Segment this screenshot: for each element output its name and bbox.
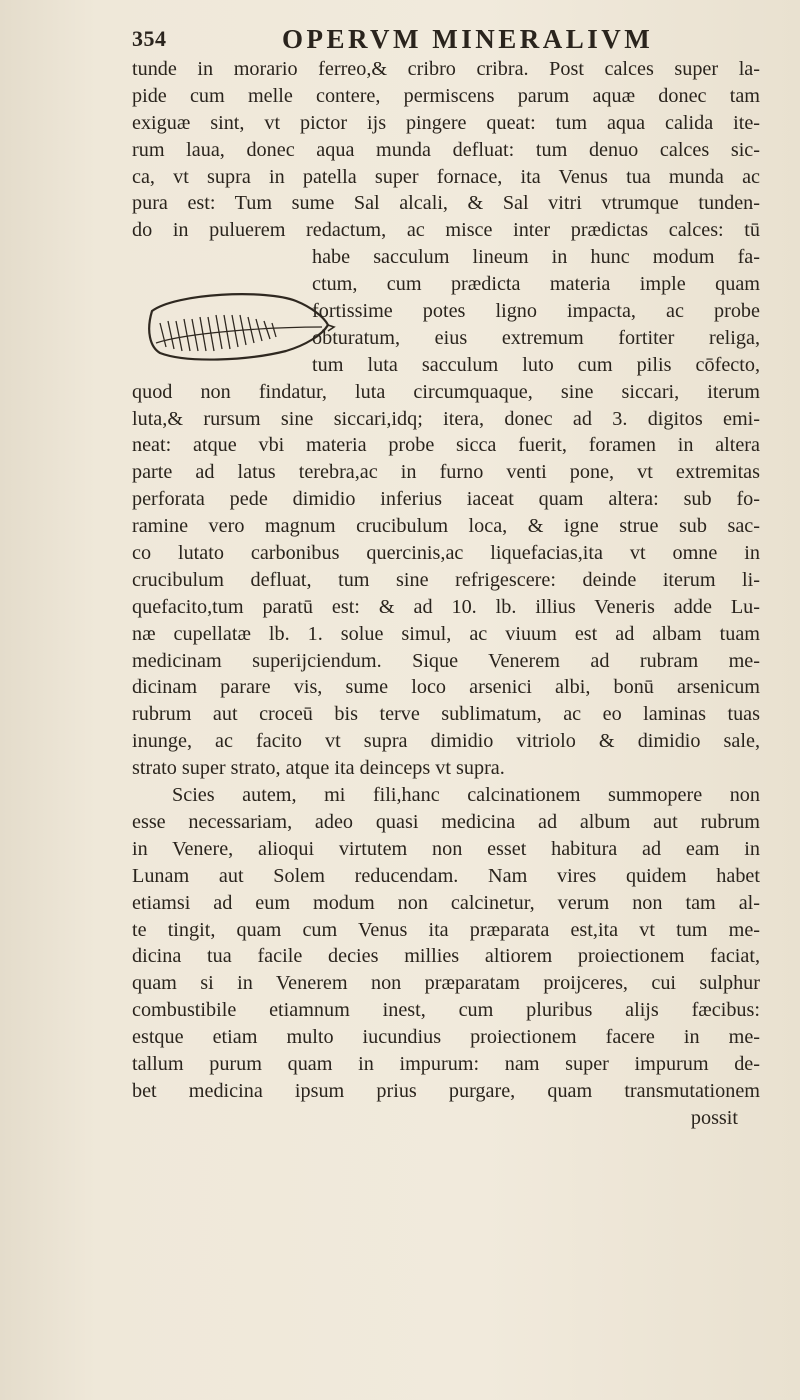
text-line: tum luta sacculum luto cum pilis cōfecto, (312, 353, 760, 376)
text-line: ramine vero magnum crucibulum loca, & igne strue sub sac- (132, 515, 760, 538)
text-line: dicina tua facile decies millies altiorem proiectionem faciat, (132, 945, 760, 968)
text-line: combustibile etiamnum inest, cum pluribus alijs fæcibus: (132, 999, 760, 1022)
text-line: strato super strato, atque ita deinceps vt supra. (132, 757, 505, 780)
text-line: fortissime potes ligno impacta, ac probe (312, 300, 760, 323)
main-text-block (132, 56, 760, 1132)
text-line: crucibulum defluat, tum sine refrigescere: deinde iterum li- (132, 568, 760, 591)
text-line: in Venere, alioqui virtutem non esset habitura ad eam in (132, 837, 760, 860)
text-line: neat: atque vbi materia probe sicca fuerit, foramen in altera (132, 434, 760, 457)
text-line: bet medicina ipsum prius purgare, quam transmutationem (132, 1079, 760, 1102)
text-line: quefacito,tum paratū est: & ad 10. lb. illius Veneris adde Lu- (132, 595, 760, 618)
text-line: luta,& rursum sine siccari,idq; itera, donec ad 3. digitos emi- (132, 407, 760, 430)
text-line: rum laua, donec aqua munda defluat: tum denuo calces sic- (132, 138, 760, 161)
text-line: do in puluerem redactum, ac misce inter prædictas calces: tū (132, 219, 760, 242)
text-line: parte ad latus terebra,ac in furno venti pone, vt extremitas (132, 461, 760, 484)
text-line: pide cum melle contere, permiscens parum aquæ donec tam (132, 84, 760, 107)
text-line: inunge, ac facito vt supra dimidio vitriolo & dimidio sale, (132, 730, 760, 753)
text-line: næ cupellatæ lb. 1. solue simul, ac viuum est ad albam tuam (132, 622, 760, 645)
text-line: quod non findatur, luta circumquaque, sine siccari, iterum (132, 380, 760, 403)
page-number: 354 (132, 26, 167, 51)
text-line: Lunam aut Solem reducendam. Nam vires quidem habet (132, 864, 760, 887)
text-line: medicinam superijciendum. Sique Venerem ad rubram me- (132, 649, 760, 672)
text-line: exiguæ sint, vt pictor ijs pingere queat: tum aqua calida ite- (132, 111, 760, 134)
text-line: pura est: Tum sume Sal alcali, & Sal vitri vtrumque tunden- (132, 192, 760, 215)
text-line: tunde in morario ferreo,& cribro cribra. Post calces super la- (132, 58, 760, 80)
paragraph-start-line: Scies autem, mi fili,hanc calcinationem summopere non (172, 784, 760, 807)
text-line: esse necessariam, adeo quasi medicina ad album aut rubrum (132, 810, 760, 833)
text-line: rubrum aut croceū bis terve sublimatum, ac eo laminas tuas (132, 703, 760, 726)
text-line: te tingit, quam cum Venus ita præparata est,ita vt tum me- (132, 918, 760, 941)
text-line: quam si in Venerem non præparatam proijceres, cui sulphur (132, 972, 760, 995)
page-header (132, 24, 752, 58)
text-line: etiamsi ad eum modum non calcinetur, verum non tam al- (132, 891, 760, 914)
text-line: estque etiam multo iucundius proiectionem facere in me- (132, 1026, 760, 1049)
text-line: obturatum, eius extremum fortiter religa, (312, 326, 760, 349)
text-line: dicinam parare vis, sume loco arsenici albi, bonū arsenicum (132, 676, 760, 699)
text-line: co lutato carbonibus quercinis,ac liquefacias,ita vt omne in (132, 542, 760, 565)
text-line: ca, vt supra in patella super fornace, ita Venus tua munda ac (132, 165, 760, 188)
text-line: tallum purum quam in impurum: nam super impurum de- (132, 1052, 760, 1075)
text-line: habe sacculum lineum in hunc modum fa- (312, 246, 760, 269)
running-title: OPERVM MINERALIVM (282, 24, 654, 54)
text-line: perforata pede dimidio inferius iaceat quam altera: sub fo- (132, 488, 760, 511)
text-line: ctum, cum prædicta materia imple quam (312, 273, 760, 296)
catchword: possit (690, 1106, 738, 1129)
